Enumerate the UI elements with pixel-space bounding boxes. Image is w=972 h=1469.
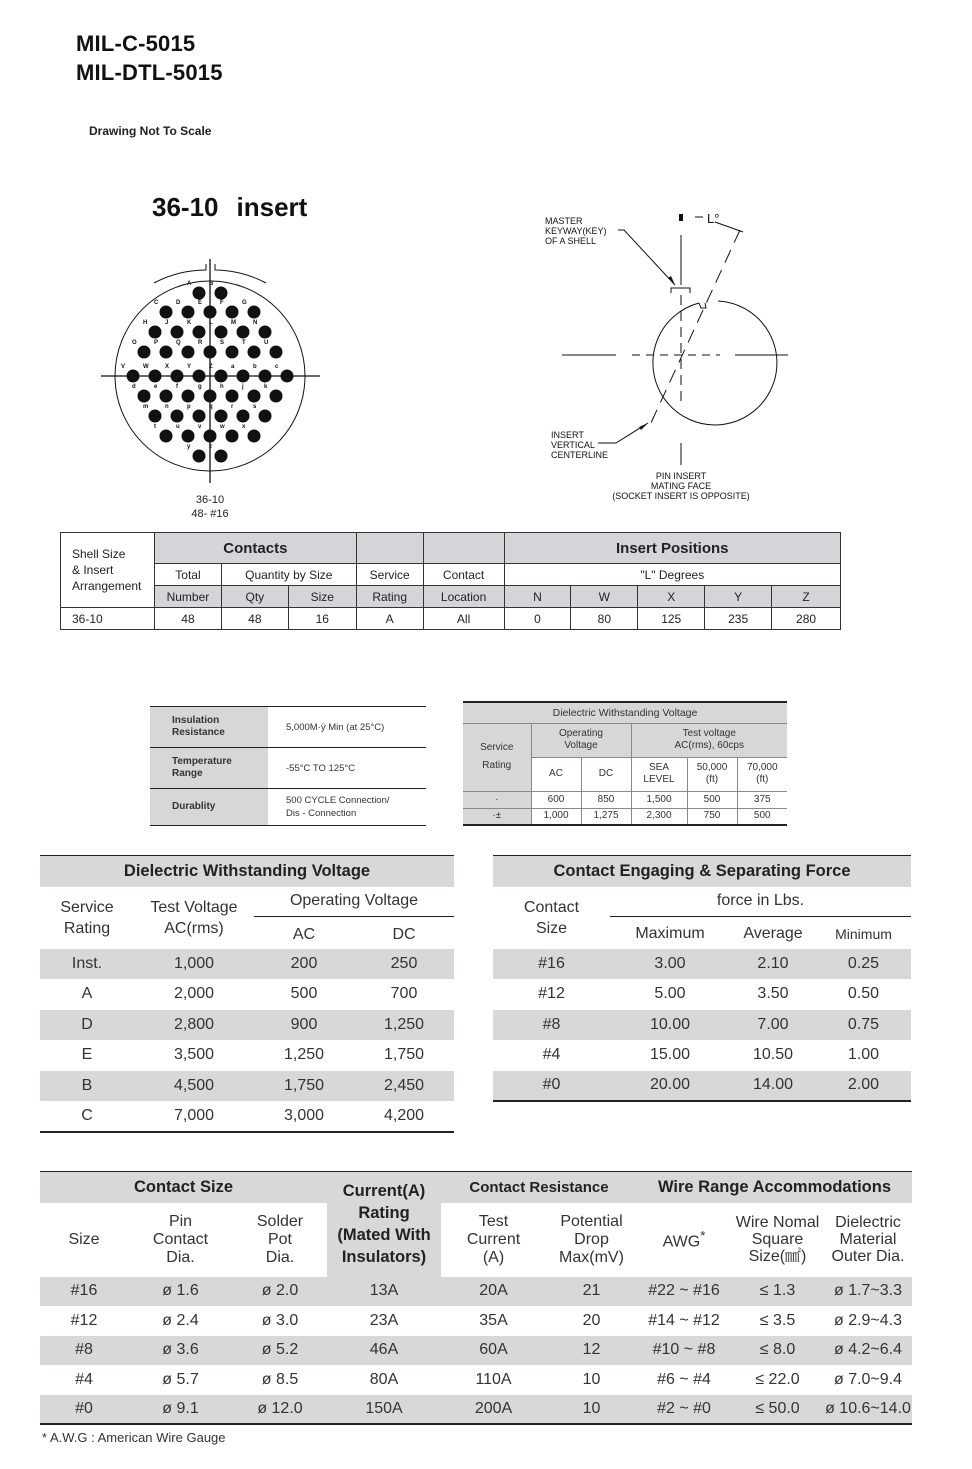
svg-text:U: U — [264, 340, 269, 346]
contact-size-header: Contact Size — [40, 1172, 327, 1203]
contact-pin — [226, 390, 239, 403]
svg-text:P: P — [154, 340, 159, 346]
table-row: · 600 850 1,500 500 375 — [463, 791, 787, 808]
svg-text:v: v — [198, 424, 202, 430]
contact-pin — [160, 306, 173, 319]
spec-title-primary: MIL-C-5015 — [76, 31, 196, 56]
angle-label: L° — [707, 211, 720, 226]
contact-pin — [259, 370, 272, 383]
svg-text:D: D — [176, 300, 181, 306]
table-row: Temperature Range -55°C TO 125°C — [150, 748, 426, 789]
insert-label: insert — [236, 192, 308, 222]
svg-text:k: k — [264, 384, 268, 390]
force-title: Contact Engaging & Separating Force — [493, 856, 911, 887]
spec-title-secondary: MIL-DTL-5015 — [76, 60, 223, 85]
svg-text:g: g — [198, 384, 202, 390]
table-row: Insulation Resistance 5,000M·ÿ Min (at 25°C) — [150, 707, 426, 748]
table-row: C 7,000 3,000 4,200 — [40, 1101, 454, 1132]
caption-contacts: 48- #16 — [191, 508, 229, 520]
contact-pin — [204, 430, 217, 443]
contact-pin — [193, 370, 206, 383]
svg-text:OF A SHELL: OF A SHELL — [545, 236, 597, 246]
svg-text:Q: Q — [176, 340, 181, 346]
table-row: #12 ø 2.4 ø 3.0 23A 35A 20 #14 ~ #12 ≤ 3.5 ø 2.9~4.3 — [70, 1311, 903, 1329]
contact-pin — [182, 430, 195, 443]
svg-text:m: m — [143, 404, 149, 410]
svg-text:T: T — [242, 340, 246, 346]
table-row: #12 5.00 3.50 0.50 — [538, 985, 880, 1003]
svg-text:S: S — [220, 340, 225, 346]
contact-pin — [248, 430, 261, 443]
svg-text:d: d — [132, 384, 136, 390]
contact-pin — [259, 326, 272, 339]
contact-pin — [215, 287, 228, 300]
table-row: Durablity 500 CYCLE Connection/ Dis - Connection — [150, 789, 426, 826]
contact-pin — [182, 306, 195, 319]
svg-text:K: K — [187, 320, 192, 326]
contact-pin — [182, 346, 195, 359]
svg-text:H: H — [143, 320, 148, 326]
svg-text:q: q — [209, 404, 213, 410]
keyway-label: MASTER — [545, 216, 583, 226]
contact-pin — [160, 346, 173, 359]
insert-title — [152, 192, 307, 223]
shell-size-header: Shell Size & Insert Arrangement — [61, 533, 155, 608]
contact-pin — [193, 410, 206, 423]
svg-text:X: X — [165, 364, 170, 370]
table-row: D 2,800 900 1,250 — [40, 1010, 454, 1041]
contact-pin — [193, 287, 206, 300]
insert-caption — [170, 493, 250, 521]
svg-text:e: e — [154, 384, 158, 390]
svg-text:KEYWAY(KEY): KEYWAY(KEY) — [545, 226, 607, 236]
table-row: #4 ø 5.7 ø 8.5 80A 110A 10 #6 ~ #4 ≤ 22.0 ø 7.0~9.4 — [75, 1371, 903, 1389]
caption-arrangement: 36-10 — [195, 494, 225, 506]
contact-pin — [215, 326, 228, 339]
contact-pin — [160, 430, 173, 443]
svg-text:M: M — [231, 320, 236, 326]
contact-pin — [226, 430, 239, 443]
table-row: Inst. 1,000 200 250 — [40, 949, 454, 980]
svg-text:z: z — [209, 444, 212, 450]
insert-face-drawing — [98, 236, 328, 486]
mating-face-label: PIN INSERT — [655, 471, 707, 481]
contact-pin — [149, 326, 162, 339]
table-row: #0 ø 9.1 ø 12.0 150A 200A 10 #2 ~ #0 ≤ 50.0 ø 10.6~14.0 — [40, 1395, 912, 1425]
scale-note: Drawing Not To Scale — [89, 124, 212, 138]
table-row: A 2,000 500 700 — [81, 985, 418, 1003]
svg-text:L: L — [209, 320, 213, 326]
table-row: #0 20.00 14.00 2.00 — [493, 1071, 911, 1102]
contact-pin — [171, 370, 184, 383]
contact-pin — [149, 410, 162, 423]
svg-text:Z: Z — [209, 364, 213, 370]
table-row: #16 ø 1.6 ø 2.0 13A 20A 21 #22 ~ #16 ≤ 1.3 ø 1.7~3.3 — [40, 1277, 912, 1307]
svg-text:c: c — [275, 364, 279, 370]
contact-pin — [237, 326, 250, 339]
svg-text:C: C — [154, 300, 159, 306]
svg-text:x: x — [242, 424, 246, 430]
contact-pin — [215, 370, 228, 383]
contact-pin — [204, 306, 217, 319]
contact-pin — [248, 390, 261, 403]
contact-pin — [248, 306, 261, 319]
current-rating-header: Current(A) Rating (Mated With Insulators) — [327, 1172, 441, 1277]
svg-text:Y: Y — [187, 364, 192, 370]
svg-text:R: R — [198, 340, 203, 346]
contact-pin — [226, 306, 239, 319]
svg-text:u: u — [176, 424, 180, 430]
svg-text:n: n — [165, 404, 169, 410]
contact-pin — [171, 410, 184, 423]
svg-text:h: h — [220, 384, 224, 390]
table-row: ·± 1,000 1,275 2,300 750 500 — [463, 808, 787, 825]
contact-pin — [281, 370, 294, 383]
contact-pin — [182, 390, 195, 403]
contact-pin — [215, 410, 228, 423]
insert-arrangement-table: Shell Size & Insert Arrangement Contacts Insert Positions Total Quantity by Size Service Contact "L" Degrees Number Qty Size Rating Location N W X Y Z 36-10 48 48 16 A All 0 80 125 235 280 — [60, 532, 841, 630]
svg-text:w: w — [220, 424, 225, 430]
contact-resistance-header: Contact Resistance — [441, 1172, 637, 1203]
contact-pin — [171, 326, 184, 339]
svg-text:E: E — [198, 300, 203, 306]
contact-pin — [259, 410, 272, 423]
contact-pin — [127, 370, 140, 383]
svg-text:B: B — [209, 281, 214, 287]
table-row: #16 3.00 2.10 0.25 — [493, 949, 911, 980]
contact-pin — [215, 450, 228, 463]
svg-text:F: F — [220, 300, 224, 306]
orientation-diagram — [540, 205, 810, 505]
general-spec-table — [150, 706, 426, 826]
wire-range-header: Wire Range Accommodations — [637, 1172, 912, 1203]
table-row: E 3,500 1,250 1,750 — [81, 1046, 425, 1064]
table-row: #4 15.00 10.50 1.00 — [542, 1046, 880, 1064]
svg-text:p: p — [187, 404, 191, 410]
contact-pin — [138, 346, 151, 359]
svg-text:y: y — [187, 444, 191, 450]
contact-pin — [204, 346, 217, 359]
table-row: B 4,500 1,750 2,450 — [40, 1071, 454, 1102]
svg-text:j: j — [242, 384, 244, 390]
contact-pin — [270, 390, 283, 403]
svg-text:CENTERLINE: CENTERLINE — [551, 450, 609, 460]
contact-pin — [237, 370, 250, 383]
svg-text:J: J — [165, 320, 169, 326]
awg-footnote: * A.W.G : American Wire Gauge — [42, 1430, 226, 1445]
dwv-small-title: Dielectric Withstanding Voltage — [463, 702, 787, 723]
contact-pin — [270, 346, 283, 359]
svg-text:W: W — [143, 364, 149, 370]
svg-text:f: f — [176, 384, 178, 390]
contact-pin — [204, 390, 217, 403]
contact-spec-table: Contact Size Current(A) Rating (Mated With Insulators) Contact Resistance Wire Range Accommodations Size Pin Contact Dia. Solder Pot Dia. Test Current (A) Potential Drop Max(mV) AWG* Wire Nomal Square Size(㎟) Dielectric Material Outer Dia. #16 ø 1.6 ø 2.0 13A 20A 21 #22 ~ #16 ≤ 1.3 ø 1.7~3.3 #12 ø 2.4 ø 3.0 23A 35A 20 #14 ~ #12 ≤ 3.5 ø 2.9~4.3 #8 ø 3.6 ø 5.2 46A 60A 12 #10 ~ #8 ≤ 8.0 ø 4.2~6.4 #4 ø 5.7 ø 8.5 80A 110A 10 #6 ~ #4 ≤ 22.0 ø 7.0~9.4 #0 ø 9.1 ø 12.0 150A 200A 10 #2 ~ #0 ≤ 50.0 ø 10.6~14.0 — [40, 1171, 912, 1425]
svg-text:V: V — [121, 364, 126, 370]
contact-force-table: Contact Engaging & Separating Force Contact Size force in Lbs. Maximum Average Minimum #16 3.00 2.10 0.25 #12 5.00 3.50 0.50 #8 10.00 7.00 0.75 #4 15.00 10.50 1.00 #0 20.00 14.00 2.00 — [493, 855, 911, 1102]
insert-arrangement: 36-10 — [152, 192, 219, 222]
svg-text:b: b — [253, 364, 257, 370]
contact-pin — [149, 370, 162, 383]
contacts-header: Contacts — [154, 533, 356, 564]
contact-pin — [226, 346, 239, 359]
svg-text:VERTICAL: VERTICAL — [551, 440, 595, 450]
insert-positions-header: Insert Positions — [504, 533, 840, 564]
table-row: #8 10.00 7.00 0.75 — [493, 1010, 911, 1041]
svg-text:r: r — [231, 404, 234, 410]
dielectric-voltage-small-table: Dielectric Withstanding Voltage Service Rating Operating Voltage Test voltage AC(rms), 60cps AC DC SEA LEVEL 50,000 (ft) 70,000 (ft) · 600 850 1,500 500 375 ·± 1,000 1,275 2,300 750 500 — [463, 701, 787, 826]
contact-pin — [237, 410, 250, 423]
contact-pin — [193, 450, 206, 463]
svg-text:(SOCKET INSERT IS OPPOSITE): (SOCKET INSERT IS OPPOSITE) — [612, 491, 750, 501]
svg-text:A: A — [187, 281, 192, 287]
svg-text:N: N — [253, 320, 258, 326]
svg-text:t: t — [154, 424, 156, 430]
svg-text:O: O — [132, 340, 137, 346]
svg-text:MATING FACE: MATING FACE — [650, 481, 712, 491]
svg-text:G: G — [242, 300, 247, 306]
contact-pin — [248, 346, 261, 359]
contact-pin — [160, 390, 173, 403]
dwv-title: Dielectric Withstanding Voltage — [40, 856, 454, 887]
centerline-label: INSERT — [551, 430, 584, 440]
contact-pin — [193, 326, 206, 339]
table-row: #8 ø 3.6 ø 5.2 46A 60A 12 #10 ~ #8 ≤ 8.0 ø 4.2~6.4 — [40, 1336, 912, 1366]
svg-text:a: a — [231, 364, 235, 370]
table-row: 36-10 48 48 16 A All 0 80 125 235 280 — [61, 608, 841, 630]
svg-text:s: s — [253, 404, 257, 410]
dielectric-voltage-table: Dielectric Withstanding Voltage Service Rating Test Voltage AC(rms) Operating Voltage AC DC Inst. 1,000 200 250 A 2,000 500 700 D 2,800 900 1,250 E 3,500 1,250 1,750 B 4,500 1,750 2,450 C 7,000 3,000 4,200 — [40, 855, 454, 1133]
contact-pin — [138, 390, 151, 403]
